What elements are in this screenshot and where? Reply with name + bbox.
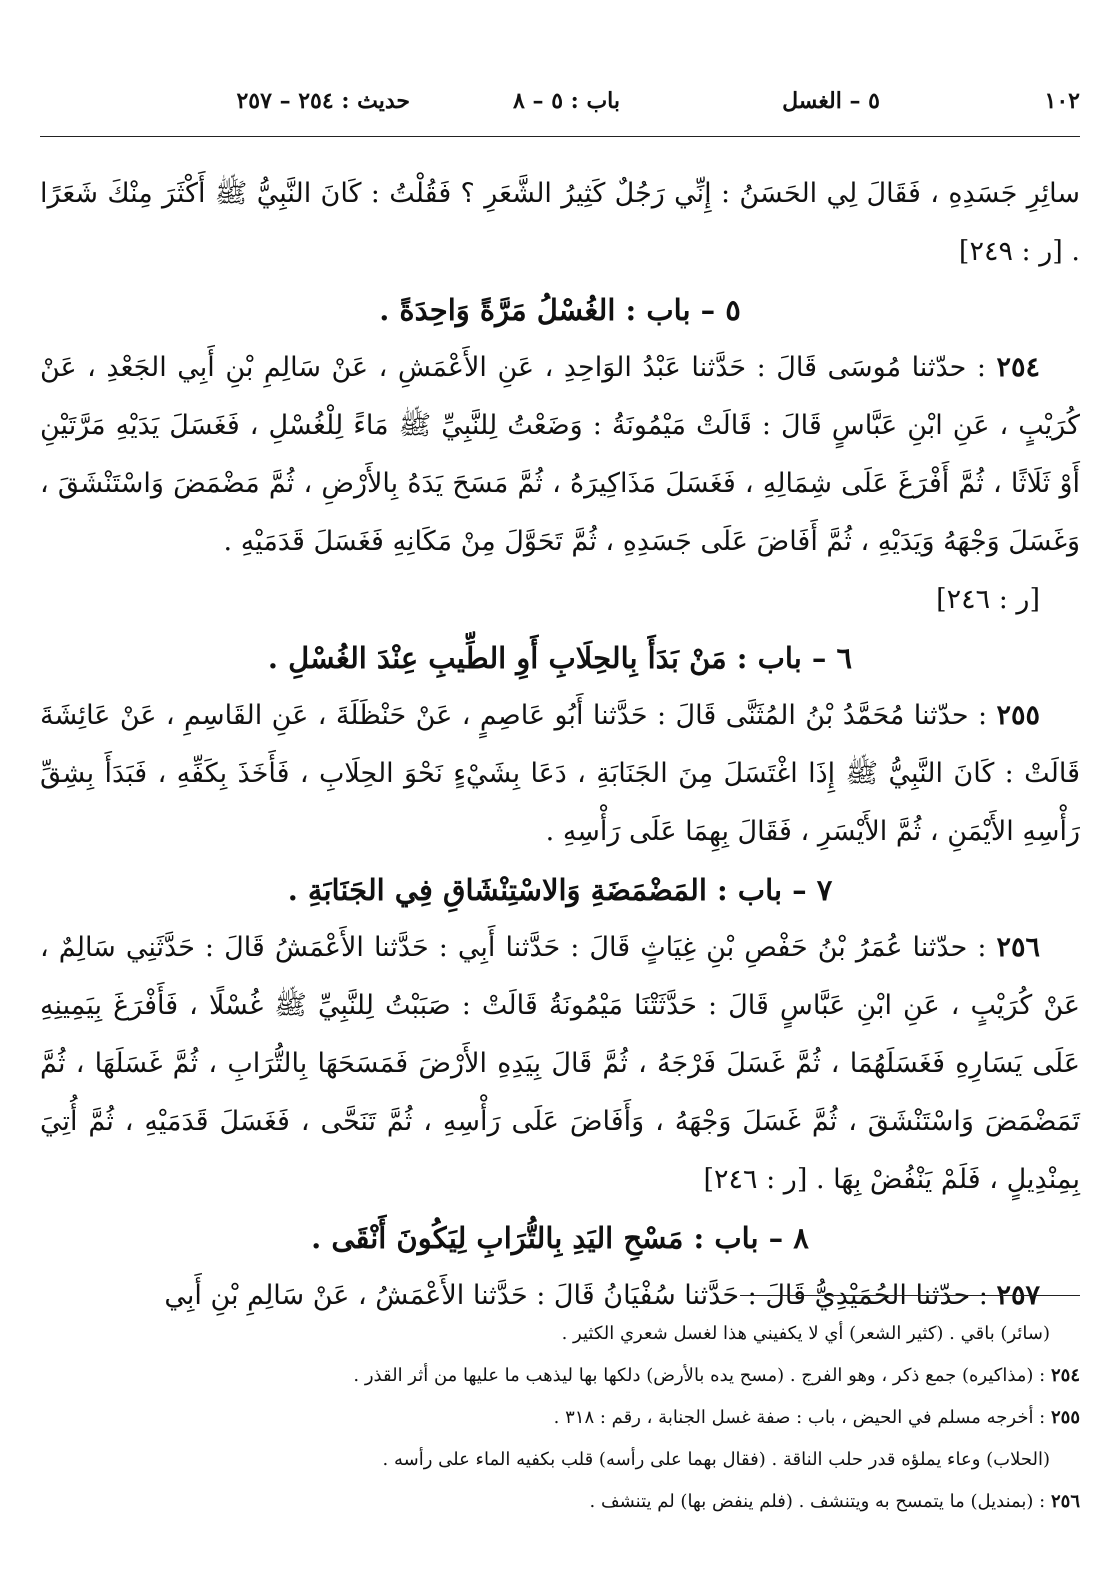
footnote-item xyxy=(40,1397,1080,1439)
footnotes xyxy=(40,1313,1080,1523)
footnote-number: ٢٥٤ xyxy=(1050,1365,1080,1386)
footnote-item xyxy=(40,1481,1080,1523)
hadith-paragraph-255 xyxy=(40,687,1080,861)
hadith-text: : حدّثنا مُحَمَّدُ بْنُ المُثَنَّى قَالَ : حَدَّثنا أَبُو عَاصِمٍ ، عَنْ حَنْظَلَةَ ، عَنِ القَاسِمِ ، عَنْ عَائِشَةَ قَالَتْ : كَانَ النَّبِيُّ ﷺ إِذَا اغْتَسَلَ مِنَ الجَنَابَةِ ، دَعَا بِشَيْءٍ نَحْوَ الحِلَابِ ، فَأَخَذَ بِكَفِّهِ ، فَبَدَأَ بِشِقِّ رَأْسِهِ الأَيْمَنِ ، ثُمَّ الأَيْسَرِ ، فَقَالَ بِهِمَا عَلَى رَأْسِهِ . xyxy=(40,700,1080,847)
footnote-number: ٢٥٥ xyxy=(1050,1407,1080,1428)
hadith-paragraph-256 xyxy=(40,919,1080,1209)
cross-reference: [ر : ٢٤٩] xyxy=(958,236,1063,267)
hadith-number: ٢٥٤ xyxy=(996,352,1040,383)
footnote-divider xyxy=(740,1295,1080,1296)
hadith-text: : حدّثنا عُمَرُ بْنُ حَفْصِ بْنِ غِيَاثٍ قَالَ : حَدَّثنا أَبِي : حَدَّثنا الأَعْمَشُ قَالَ : حَدَّثَنِي سَالِمٌ ، عَنْ كُرَيْبٍ ، عَنِ ابْنِ عَبَّاسٍ قَالَ : حَدَّثَتْنَا مَيْمُونَةُ قَالَتْ : صَبَبْتُ لِلنَّبِيِّ ﷺ غُسْلًا ، فَأَفْرَغَ بِيَمِينِهِ عَلَى يَسَارِهِ فَغَسَلَهُمَا ، ثُمَّ غَسَلَ فَرْجَهُ ، ثُمَّ قَالَ بِيَدِهِ الأَرْضَ فَمَسَحَهَا بِالتُّرَابِ ، ثُمَّ غَسَلَهَا ، ثُمَّ تَمَضْمَضَ وَاسْتَنْشَقَ ، ثُمَّ غَسَلَ وَجْهَهُ ، وَأَفَاضَ عَلَى رَأْسِهِ ، ثُمَّ تَنَحَّى ، فَغَسَلَ قَدَمَيْهِ ، ثُمَّ أُتِيَ بِمِنْدِيلٍ ، فَلَمْ يَنْفُضْ بِهَا . xyxy=(40,932,1080,1195)
book-page xyxy=(40,0,1080,1589)
chapter-title: ٥ – الغسل xyxy=(782,88,880,114)
cross-reference: [ر : ٢٤٦] xyxy=(703,1164,808,1195)
main-text xyxy=(40,165,1080,1325)
reference-line xyxy=(40,571,1080,629)
chapter-heading-5: ٥ – باب : الغُسْلُ مَرَّةً وَاحِدَةً . xyxy=(379,293,741,327)
footnote-text: : أخرجه مسلم في الحيض ، باب : صفة غسل الجنابة ، رقم : ٣١٨ . xyxy=(553,1407,1046,1428)
footnote-number: ٢٥٦ xyxy=(1050,1491,1080,1512)
hadith-text: : حدّثنا مُوسَى قَالَ : حَدَّثنا عَبْدُ الوَاحِدِ ، عَنِ الأَعْمَشِ ، عَنْ سَالِمِ بْنِ أَبِي الجَعْدِ ، عَنْ كُرَيْبٍ ، عَنِ ابْنِ عَبَّاسٍ قَالَ : قَالَتْ مَيْمُونَةُ : وَضَعْتُ لِلنَّبِيِّ ﷺ مَاءً لِلْغُسْلِ ، فَغَسَلَ يَدَيْهِ مَرَّتَيْنِ أَوْ ثَلَاثًا ، ثُمَّ أَفْرَغَ عَلَى شِمَالِهِ ، فَغَسَلَ مَذَاكِيرَهُ ، ثُمَّ مَسَحَ يَدَهُ بِالأَرْضِ ، ثُمَّ مَضْمَضَ وَاسْتَنْشَقَ ، وَغَسَلَ وَجْهَهُ وَيَدَيْهِ ، ثُمَّ أَفَاضَ عَلَى جَسَدِهِ ، ثُمَّ تَحَوَّلَ مِنْ مَكَانِهِ فَغَسَلَ قَدَمَيْهِ . xyxy=(40,352,1080,557)
footnote-item xyxy=(40,1313,1080,1355)
hadith-range: حديث : ٢٥٤ – ٢٥٧ xyxy=(236,88,410,114)
chapter-heading-8: ٨ – باب : مَسْحِ اليَدِ بِالتُّرَابِ لِيَكُونَ أَنْقَى . xyxy=(311,1221,809,1255)
footnote-item xyxy=(40,1439,1080,1481)
hadith-number: ٢٥٧ xyxy=(996,1280,1040,1311)
chapter-heading-6: ٦ – باب : مَنْ بَدَأَ بِالحِلَابِ أَوِ الطِّيبِ عِنْدَ الغُسْلِ . xyxy=(267,641,853,675)
page-header xyxy=(40,82,1080,122)
hadith-text: : حدّثنا الحُمَيْدِيُّ قَالَ : حَدَّثنا سُفْيَانُ قَالَ : حَدَّثنا الأَعْمَشُ ، عَنْ سَالِمِ بْنِ أَبِي xyxy=(164,1280,988,1311)
footnote-text: (سائر) باقي . (كثير الشعر) أي لا يكفيني هذا لغسل شعري الكثير . xyxy=(561,1323,1050,1344)
footnote-item xyxy=(40,1355,1080,1397)
footnote-text: : (بمنديل) ما يتمسح به ويتنشف . (فلم ينفض بها) لم يتنشف . xyxy=(589,1491,1046,1512)
bab-range: باب : ٥ – ٨ xyxy=(513,88,620,114)
hadith-number: ٢٥٦ xyxy=(996,932,1040,963)
hadith-paragraph-254 xyxy=(40,339,1080,571)
page-number: ١٠٢ xyxy=(1044,88,1080,114)
continuation-text: سائِرِ جَسَدِهِ ، فَقَالَ لِي الحَسَنُ : إِنِّي رَجُلٌ كَثِيرُ الشَّعَرِ ؟ فَقُلْتُ : كَانَ النَّبِيُّ ﷺ أَكْثَرَ مِنْكَ شَعَرًا . xyxy=(40,178,1080,267)
hadith-number: ٢٥٥ xyxy=(996,700,1040,731)
cross-reference: [ر : ٢٤٦] xyxy=(936,584,1040,615)
header-divider xyxy=(40,136,1080,137)
footnote-text: (الحلاب) وعاء يملؤه قدر حلب الناقة . (فقال بهما على رأسه) قلب بكفيه الماء على رأسه . xyxy=(382,1449,1050,1470)
continuation-paragraph xyxy=(40,165,1080,281)
chapter-heading-7: ٧ – باب : المَضْمَضَةِ وَالاسْتِنْشَاقِ فِي الجَنَابَةِ . xyxy=(287,873,833,907)
footnote-text: : (مذاكيره) جمع ذكر ، وهو الفرج . (مسح يده بالأرض) دلكها بها ليذهب ما عليها من أثر القذر . xyxy=(353,1365,1046,1386)
